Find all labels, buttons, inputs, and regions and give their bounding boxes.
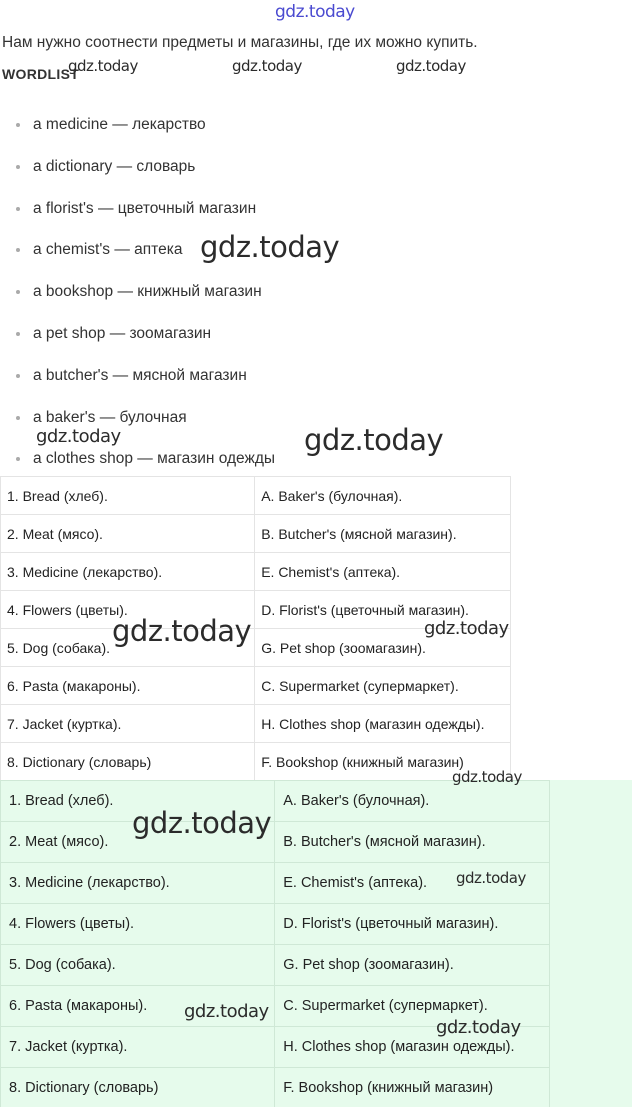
wordlist-title: WORDLIST [2,66,80,82]
item-cell: 2. Meat (мясо). [1,822,275,863]
list-item: a clothes shop — магазин одежды [14,440,275,482]
list-item: a bookshop — книжный магазин [14,273,275,315]
item-cell: 2. Meat (мясо). [1,515,255,553]
table-row [1,945,550,986]
list-item: a chemist's — аптека [14,231,275,273]
shop-cell: G. Pet shop (зоомагазин). [275,945,550,986]
table-row [1,822,550,863]
shop-cell: C. Supermarket (супермаркет). [255,667,511,705]
shop-cell: H. Clothes shop (магазин одежды). [255,705,511,743]
table-row [1,781,550,822]
item-cell: 8. Dictionary (словарь) [1,1068,275,1107]
watermark: gdz.today [36,426,121,447]
intro-text: Нам нужно соотнести предметы и магазины, где их можно купить. [2,34,478,51]
watermark: gdz.today [68,57,138,75]
table-row [1,477,511,515]
item-cell: 4. Flowers (цветы). [1,591,255,629]
list-item: a butcher's — мясной магазин [14,357,275,399]
shop-cell: E. Chemist's (аптека). [275,863,550,904]
item-cell: 4. Flowers (цветы). [1,904,275,945]
watermark: gdz.today [424,618,509,639]
shop-cell: G. Pet shop (зоомагазин). [255,629,511,667]
table-row [1,743,511,781]
shop-cell: E. Chemist's (аптека). [255,553,511,591]
shop-cell: B. Butcher's (мясной магазин). [275,822,550,863]
shop-cell: D. Florist's (цветочный магазин). [275,904,550,945]
shop-cell: A. Baker's (булочная). [275,781,550,822]
item-cell: 3. Medicine (лекарство). [1,863,275,904]
answer-table [0,780,550,1107]
item-cell: 7. Jacket (куртка). [1,1027,275,1068]
item-cell: 5. Dog (собака). [1,629,255,667]
watermark: gdz.today [452,768,522,786]
watermark: gdz.today [304,423,444,457]
table-row [1,553,511,591]
watermark: gdz.today [396,57,466,75]
item-cell: 6. Pasta (макароны). [1,986,275,1027]
item-cell: 5. Dog (собака). [1,945,275,986]
shop-cell: B. Butcher's (мясной магазин). [255,515,511,553]
table-row [1,667,511,705]
item-cell: 7. Jacket (куртка). [1,705,255,743]
list-item: a florist's — цветочный магазин [14,190,275,232]
watermark: gdz.today [132,806,272,840]
table-row [1,705,511,743]
watermark: gdz.today [112,614,252,648]
item-cell: 1. Bread (хлеб). [1,477,255,515]
item-cell: 8. Dictionary (словарь) [1,743,255,781]
list-item: a dictionary — словарь [14,148,275,190]
shop-cell: D. Florist's (цветочный магазин). [255,591,511,629]
item-cell: 6. Pasta (макароны). [1,667,255,705]
shop-cell: H. Clothes shop (магазин одежды). [275,1027,550,1068]
watermark: gdz.today [436,1017,521,1038]
shop-cell: C. Supermarket (супермаркет). [275,986,550,1027]
list-item: a pet shop — зоомагазин [14,315,275,357]
shop-cell: F. Bookshop (книжный магазин) [255,743,511,781]
watermark: gdz.today [456,869,526,887]
item-cell: 1. Bread (хлеб). [1,781,275,822]
shop-cell: A. Baker's (булочная). [255,477,511,515]
table-row [1,904,550,945]
watermark: gdz.today [200,230,340,264]
list-item: a baker's — булочная [14,399,275,441]
table-row [1,1068,550,1107]
watermark: gdz.today [184,1001,269,1022]
table-row [1,515,511,553]
watermark: gdz.today [275,2,355,22]
item-cell: 3. Medicine (лекарство). [1,553,255,591]
shop-cell: F. Bookshop (книжный магазин) [275,1068,550,1107]
list-item: a medicine — лекарство [14,106,275,148]
watermark: gdz.today [232,57,302,75]
